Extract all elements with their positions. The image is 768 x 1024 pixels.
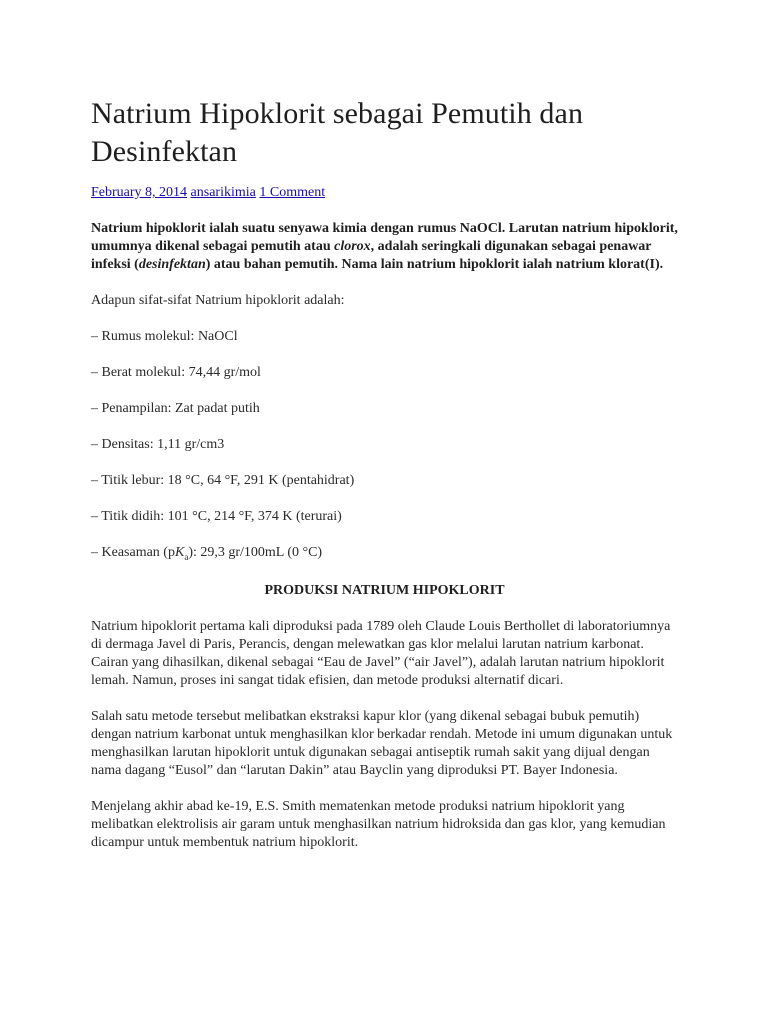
- intro-paragraph: [91, 220, 678, 274]
- body-paragraph: Menjelang akhir abad ke-19, E.S. Smith mematenkan metode produksi natrium hipoklorit yang melibatkan elektrolisis air garam untuk menghasilkan natrium hidroksida dan gas klor, yang kemudian dicampur untuk membentuk natrium hipoklorit.: [91, 798, 666, 850]
- properties-intro: Adapun sifat-sifat Natrium hipoklorit adalah:: [91, 293, 345, 308]
- author-link[interactable]: ansarikimia: [190, 185, 256, 200]
- article-title: Natrium Hipoklorit sebagai Pemutih dan Desinfektan: [91, 97, 584, 168]
- acidity-suffix: ): 29,3 gr/100mL (0 °C): [188, 545, 323, 560]
- acidity-k: K: [174, 545, 185, 560]
- property-item-acidity: [91, 544, 678, 566]
- post-date-link[interactable]: February 8, 2014: [91, 185, 188, 200]
- acidity-prefix: – Keasaman (p: [91, 545, 175, 560]
- section-title: PRODUKSI NATRIUM HIPOKLORIT: [264, 582, 505, 598]
- property-item: – Rumus molekul: NaOCl: [91, 329, 238, 344]
- property-item: – Densitas: 1,11 gr/cm3: [91, 437, 225, 452]
- comments-link[interactable]: 1 Comment: [259, 185, 326, 200]
- article-meta: [91, 184, 678, 202]
- intro-text-2: , adalah seringkali digunakan sebagai penawar infeksi (: [91, 239, 652, 272]
- acidity-sub: a: [184, 551, 189, 562]
- body-paragraph: Natrium hipoklorit pertama kali diproduksi pada 1789 oleh Claude Louis Berthollet di laboratoriumnya di dermaga Javel di Paris, Perancis, dengan melewatkan gas klor melalui larutan natrium karbonat. Cairan yang dihasilkan, dikenal sebagai “Eau de Javel” (“air Javel”), adalah larutan natrium hipoklorit lemah. Namun, proses ini sangat tidak efisien, dan metode produksi alternatif dicari.: [91, 618, 671, 688]
- intro-text-1: Natrium hipoklorit ialah suatu senyawa kimia dengan rumus NaOCl. Larutan natrium hipoklorit, umumnya dikenal sebagai pemutih atau: [91, 221, 678, 254]
- property-item: – Titik lebur: 18 °C, 64 °F, 291 K (pentahidrat): [91, 473, 355, 488]
- property-item: – Penampilan: Zat padat putih: [91, 401, 260, 416]
- body-paragraph: Salah satu metode tersebut melibatkan ekstraksi kapur klor (yang dikenal sebagai bubuk pemutih) dengan natrium karbonat untuk menghasilkan klor berkadar rendah. Metode ini umum digunakan untuk menghasilkan larutan hipoklorit untuk digunakan sebagai antiseptik rumah sakit yang dijual dengan nama dagang “Eusol” dan “larutan Dakin” atau Bayclin yang diproduksi PT. Bayer Indonesia.: [91, 708, 673, 778]
- intro-clorox: clorox: [334, 239, 371, 254]
- property-item: – Titik didih: 101 °C, 214 °F, 374 K (terurai): [91, 509, 342, 524]
- property-item: – Berat molekul: 74,44 gr/mol: [91, 365, 261, 380]
- intro-text-3: ) atau bahan pemutih. Nama lain natrium hipoklorit ialah natrium klorat(I).: [205, 257, 664, 272]
- intro-desinfektan: desinfektan: [138, 257, 206, 272]
